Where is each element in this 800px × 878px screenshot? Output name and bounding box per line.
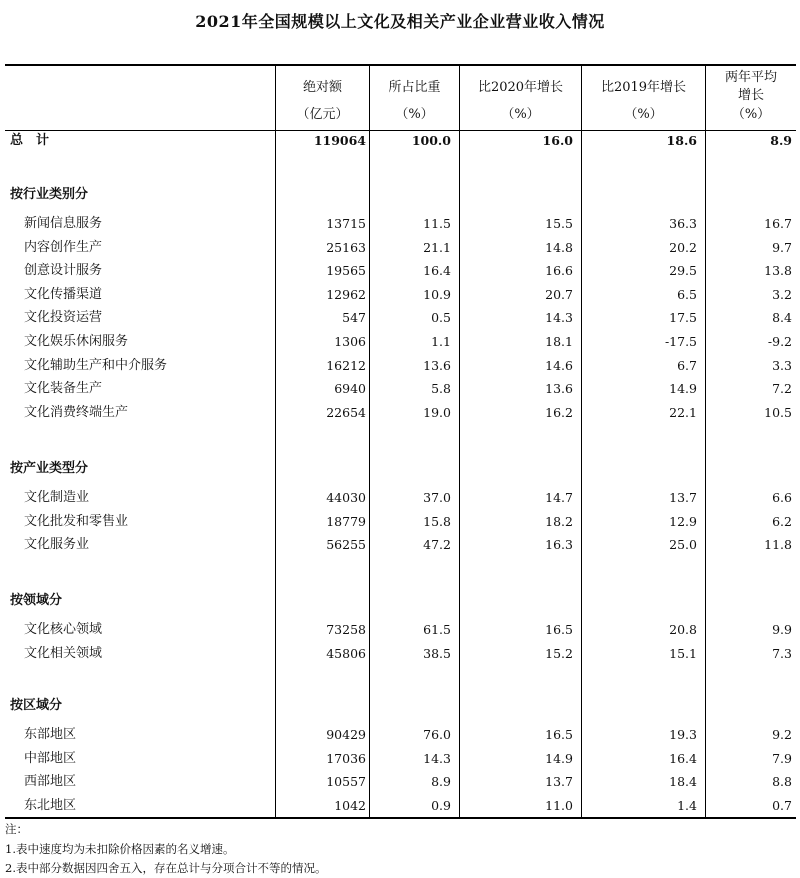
table-row-value-5: -9.2	[767, 334, 792, 349]
table-row-value-3: 13.6	[545, 381, 573, 396]
table-row-value-2: 61.5	[423, 622, 451, 637]
table-row-value-4: 25.0	[669, 537, 697, 552]
table-row-value-3: 16.5	[545, 622, 573, 637]
table-row-value-3: 14.9	[545, 751, 573, 766]
table-row-label: 文化核心领域	[24, 622, 103, 637]
table-row-value-1: 1306	[334, 334, 366, 349]
header-g2019-line1: 比2019年增长	[600, 80, 687, 95]
table-row-label: 东北地区	[24, 798, 77, 813]
table-row-value-3: 20.7	[545, 287, 573, 302]
table-row-label: 文化传播渠道	[24, 287, 103, 302]
table-row-label: 内容创作生产	[24, 240, 103, 255]
table-row-value-3: 14.3	[545, 310, 573, 325]
header-share-line2: （%）	[395, 107, 434, 122]
table-row-value-2: 11.5	[423, 216, 451, 231]
header-abs-line1: 绝对额	[302, 80, 342, 95]
table-row-value-3: 16.5	[545, 727, 573, 742]
table-row-label: 文化消费终端生产	[24, 405, 129, 420]
table-row-value-1: 6940	[334, 381, 366, 396]
note-line-1: 1.表中速度均为未扣除价格因素的名义增速。	[5, 842, 235, 856]
header-g2020-line2: （%）	[501, 107, 540, 122]
table-row-value-2: 1.1	[431, 334, 451, 349]
table-row-value-5: 11.8	[764, 537, 792, 552]
table-row-value-3: 11.0	[545, 798, 573, 813]
table-row-value-2: 13.6	[423, 358, 451, 373]
table-row-value-5: 9.2	[772, 727, 792, 742]
header-abs-line2: （亿元）	[296, 107, 349, 122]
table-row-value-2: 37.0	[423, 490, 451, 505]
total-row-value-2: 100.0	[411, 133, 451, 148]
table-row-value-2: 21.1	[423, 240, 451, 255]
table-row-value-3: 15.5	[545, 216, 573, 231]
table-row-value-5: 3.3	[772, 358, 792, 373]
table-row-value-5: 9.9	[772, 622, 792, 637]
table-row-value-2: 0.9	[431, 798, 451, 813]
table-bottom-rule	[5, 817, 796, 819]
table-row-value-4: 16.4	[669, 751, 697, 766]
table-row-label: 新闻信息服务	[24, 216, 103, 231]
table-row-label: 文化相关领域	[24, 646, 103, 661]
table-row-value-4: 29.5	[669, 263, 697, 278]
table-row-value-1: 10557	[326, 774, 366, 789]
table-row-value-2: 38.5	[423, 646, 451, 661]
header-avg-line2: （%）	[731, 107, 771, 122]
table-row-value-3: 18.2	[545, 514, 573, 529]
table-row-value-5: 8.4	[772, 310, 792, 325]
table-row-value-4: 22.1	[669, 405, 697, 420]
notes-heading: 注：	[5, 822, 28, 836]
table-row-value-5: 6.6	[772, 490, 792, 505]
table-row-value-4: 1.4	[677, 798, 697, 813]
table-row-value-5: 7.3	[772, 646, 792, 661]
table-row-value-4: 12.9	[669, 514, 697, 529]
table-row-label: 中部地区	[24, 751, 77, 766]
header-bottom-rule	[5, 130, 796, 131]
table-row-value-2: 19.0	[423, 405, 451, 420]
header-share-line1: 所占比重	[388, 80, 441, 95]
table-row-value-1: 45806	[326, 646, 366, 661]
table-row-value-4: 19.3	[669, 727, 697, 742]
table-row-value-1: 13715	[326, 216, 366, 231]
table-row-value-1: 547	[342, 310, 366, 325]
section-title: 按产业类型分	[10, 461, 89, 476]
table-row-value-5: 16.7	[764, 216, 792, 231]
table-row-value-1: 56255	[326, 537, 366, 552]
table-row-value-2: 47.2	[423, 537, 451, 552]
table-row-value-2: 16.4	[423, 263, 451, 278]
table-top-rule	[5, 64, 796, 66]
table-row-value-2: 5.8	[431, 381, 451, 396]
table-row-label: 文化服务业	[24, 537, 90, 552]
note-line-2: 2.表中部分数据因四舍五入，存在总计与分项合计不等的情况。	[5, 861, 327, 875]
table-row-label: 文化娱乐休闲服务	[24, 334, 129, 349]
header-avg-line1: 两年平均	[724, 70, 777, 85]
header-avg-line1b: 增长	[737, 88, 764, 103]
table-row-value-1: 73258	[326, 622, 366, 637]
column-rule	[459, 65, 460, 817]
column-rule	[369, 65, 370, 817]
table-row-value-2: 14.3	[423, 751, 451, 766]
table-row-value-3: 16.2	[545, 405, 573, 420]
header-g2019-line2: （%）	[624, 107, 663, 122]
total-row-label: 总 计	[10, 133, 50, 148]
table-row-value-3: 16.6	[545, 263, 573, 278]
table-row-value-1: 12962	[326, 287, 366, 302]
section-title: 按行业类别分	[10, 187, 89, 202]
table-row-label: 文化批发和零售业	[24, 514, 129, 529]
table-row-value-1: 1042	[334, 798, 366, 813]
table-row-value-1: 44030	[326, 490, 366, 505]
table-row-label: 文化制造业	[24, 490, 90, 505]
table-row-value-2: 10.9	[423, 287, 451, 302]
table-row-value-5: 3.2	[772, 287, 792, 302]
table-row-value-4: -17.5	[664, 334, 697, 349]
table-row-value-4: 17.5	[669, 310, 697, 325]
table-row-label: 西部地区	[24, 774, 77, 789]
table-row-value-1: 22654	[326, 405, 366, 420]
table-row-value-5: 0.7	[772, 798, 792, 813]
table-row-value-5: 10.5	[764, 405, 792, 420]
header-g2020-line1: 比2020年增长	[477, 80, 564, 95]
table-row-value-4: 18.4	[669, 774, 697, 789]
table-row-value-3: 14.7	[545, 490, 573, 505]
total-row-value-1: 119064	[313, 133, 366, 148]
table-row-label: 东部地区	[24, 727, 77, 742]
column-rule	[705, 65, 706, 817]
table-row-value-3: 14.8	[545, 240, 573, 255]
total-row-value-4: 18.6	[666, 133, 697, 148]
table-row-value-4: 20.2	[669, 240, 697, 255]
table-row-label: 创意设计服务	[24, 263, 103, 278]
page-title: 2021年全国规模以上文化及相关产业企业营业收入情况	[195, 12, 605, 31]
table-row-value-2: 76.0	[423, 727, 451, 742]
table-row-value-5: 8.8	[772, 774, 792, 789]
table-row-value-1: 19565	[326, 263, 366, 278]
table-row-value-3: 14.6	[545, 358, 573, 373]
table-row-value-2: 15.8	[423, 514, 451, 529]
table-row-value-1: 17036	[326, 751, 366, 766]
table-row-label: 文化装备生产	[24, 381, 103, 396]
table-row-value-3: 18.1	[545, 334, 573, 349]
table-row-value-4: 6.7	[677, 358, 697, 373]
table-row-value-5: 13.8	[764, 263, 792, 278]
table-row-value-2: 0.5	[431, 310, 451, 325]
table-row-value-1: 90429	[326, 727, 366, 742]
section-title: 按领域分	[10, 593, 63, 608]
table-row-value-1: 18779	[326, 514, 366, 529]
total-row-value-5: 8.9	[770, 133, 792, 148]
table-row-value-4: 20.8	[669, 622, 697, 637]
total-row-value-3: 16.0	[542, 133, 573, 148]
table-row-value-2: 8.9	[431, 774, 451, 789]
table-row-value-4: 15.1	[669, 646, 697, 661]
table-row-value-5: 7.2	[772, 381, 792, 396]
table-row-value-5: 9.7	[772, 240, 792, 255]
table-row-label: 文化投资运营	[24, 310, 103, 325]
column-rule	[275, 65, 276, 817]
table-row-value-4: 6.5	[677, 287, 697, 302]
table-row-value-3: 13.7	[545, 774, 573, 789]
table-row-value-4: 13.7	[669, 490, 697, 505]
table-row-value-3: 15.2	[545, 646, 573, 661]
table-row-value-5: 7.9	[772, 751, 792, 766]
table-row-value-4: 14.9	[669, 381, 697, 396]
table-row-value-4: 36.3	[669, 216, 697, 231]
section-title: 按区域分	[10, 698, 63, 713]
table-row-value-1: 16212	[326, 358, 366, 373]
table-row-value-5: 6.2	[772, 514, 792, 529]
table-row-value-1: 25163	[326, 240, 366, 255]
table-row-label: 文化辅助生产和中介服务	[24, 358, 168, 373]
table-row-value-3: 16.3	[545, 537, 573, 552]
column-rule	[581, 65, 582, 817]
